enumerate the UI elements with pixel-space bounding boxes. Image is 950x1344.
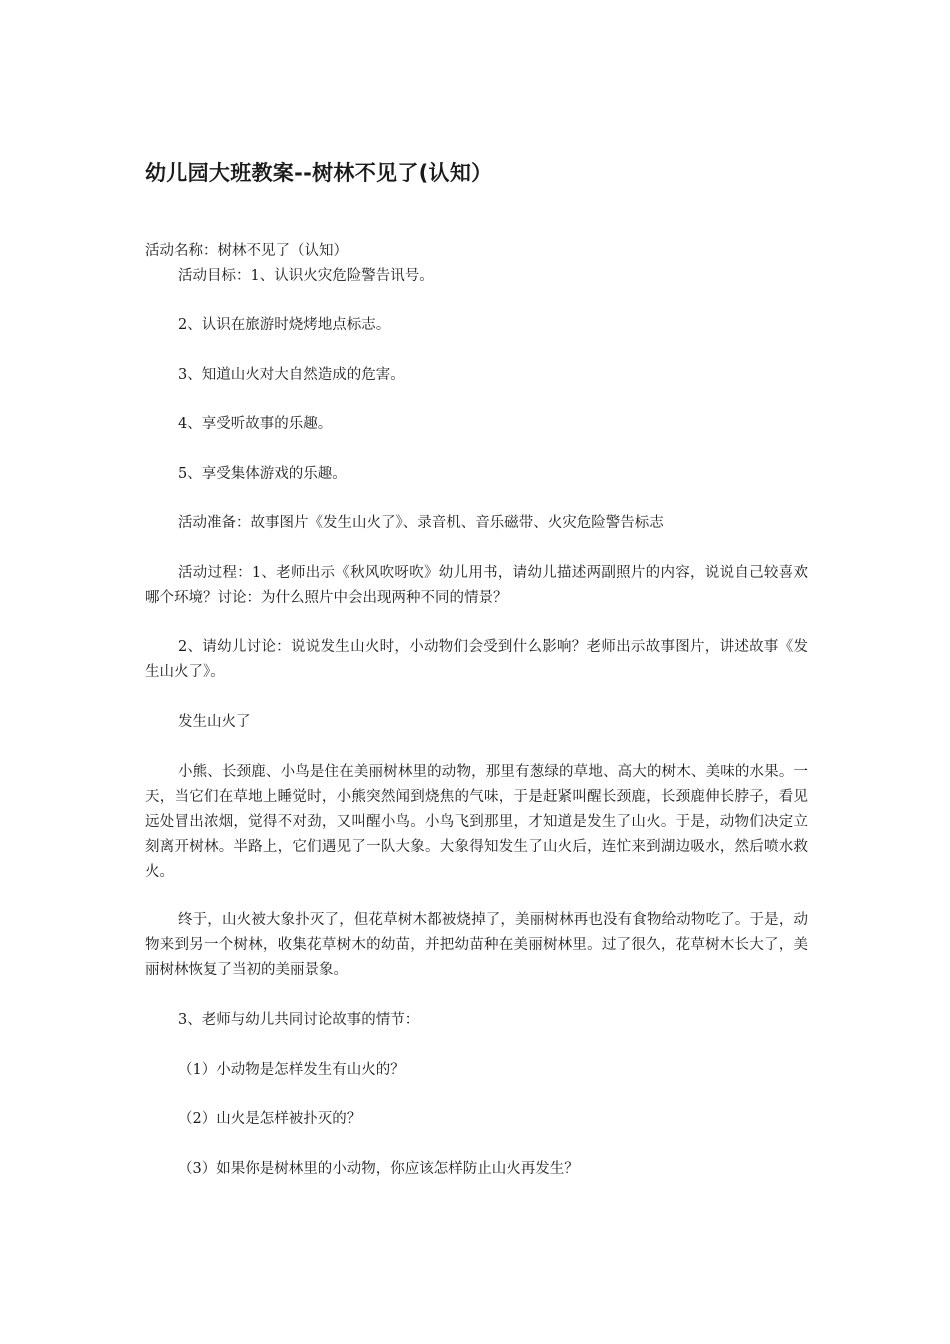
activity-goal-3: 3、知道山火对大自然造成的危害。 (178, 367, 405, 383)
activity-goal-1: 活动目标：1、认识火灾危险警告讯号。 (178, 268, 434, 284)
story-paragraph-1: 小熊、长颈鹿、小鸟是住在美丽树林里的动物，那里有葱绿的草地、高大的树木、美味的水果。一天，当它们在草地上睡觉时，小熊突然闻到烧焦的气味，于是赶紧叫醒长颈鹿，长颈鹿伸长脖子，看见远处冒出浓烟，觉得不对劲，又叫醒小鸟。小鸟飞到那里，才知道是发生了山火。于是，动物们决定立刻离开树林。半路上，它们遇见了一队大象。大象得知发生了山火后，连忙来到湖边吸水，然后喷水救火。 (145, 764, 808, 880)
discussion-question-1: （1）小动物是怎样发生有山火的？ (178, 1062, 405, 1078)
discussion-question-2: （2）山火是怎样被扑灭的？ (178, 1111, 362, 1127)
activity-name: 活动名称：树林不见了（认知） (145, 243, 348, 259)
document-title: 幼儿园大班教案--树林不见了(认知） (145, 161, 493, 185)
activity-process-3: 3、老师与幼儿共同讨论故事的情节： (178, 1012, 420, 1028)
discussion-question-3: （3）如果你是树林里的小动物，你应该怎样防止山火再发生？ (178, 1161, 579, 1177)
activity-goal-4: 4、享受听故事的乐趣。 (178, 416, 333, 432)
story-title: 发生山火了 (178, 714, 251, 730)
activity-goal-2: 2、认识在旅游时烧烤地点标志。 (178, 317, 391, 333)
activity-process-1: 活动过程：1、老师出示《秋风吹呀吹》幼儿用书，请幼儿描述两副照片的内容，说说自己较喜欢哪个环境？讨论：为什么照片中会出现两种不同的情景？ (145, 565, 808, 606)
activity-preparation: 活动准备：故事图片《发生山火了》、录音机、音乐磁带、火灾危险警告标志 (178, 515, 664, 531)
activity-goal-5: 5、享受集体游戏的乐趣。 (178, 466, 347, 482)
story-paragraph-2: 终于，山火被大象扑灭了，但花草树木都被烧掉了，美丽树林再也没有食物给动物吃了。于是，动物来到另一个树林，收集花草树木的幼苗，并把幼苗种在美丽树林里。过了很久，花草树木长大了，美丽树林恢复了当初的美丽景象。 (145, 912, 808, 978)
activity-process-2: 2、请幼儿讨论：说说发生山火时，小动物们会受到什么影响？老师出示故事图片，讲述故事《发生山火了》。 (145, 639, 808, 680)
